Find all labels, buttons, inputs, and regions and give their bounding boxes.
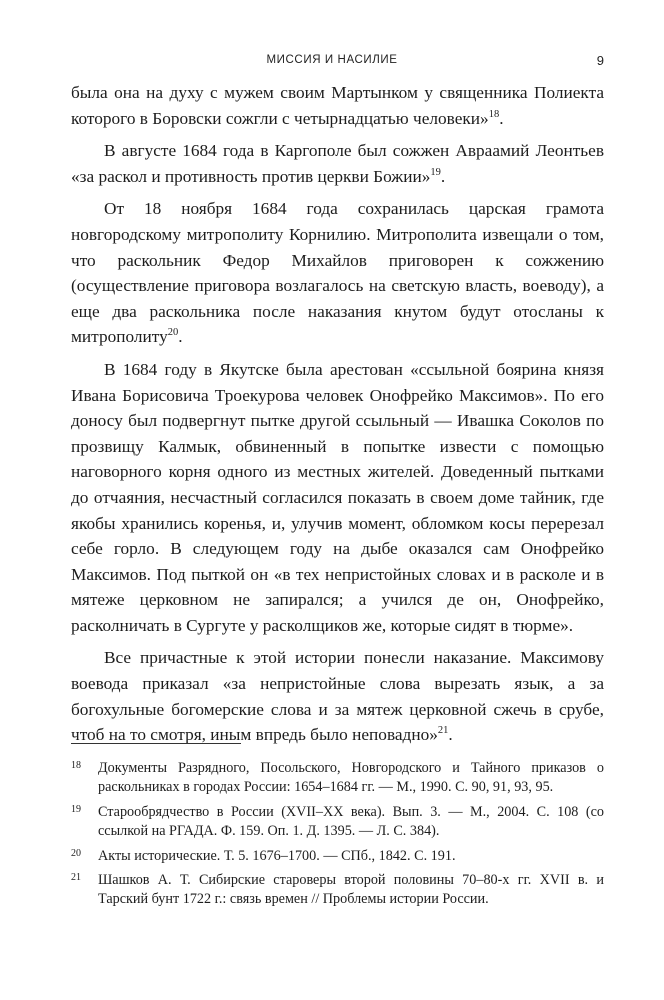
footnotes xyxy=(71,759,604,915)
paragraph-text: Все причастные к этой истории понесли наказание. Максимову воевода приказал «за непристойные слова вырезать язык, а за богохульные богомерские слова и за мятеж церковной сжечь в срубе, чтоб на то смотря, иным впредь было неповадно» xyxy=(71,648,604,745)
paragraph-text: была она на духу с мужем своим Мартынком у священника Полиекта которого в Боровски сожгли с четырнадцатью человеки» xyxy=(71,83,604,128)
paragraph-text: В августе 1684 года в Каргополе был сожжен Авраамий Леонтьев «за раскол и противность против церкви Божии» xyxy=(71,141,604,186)
footnote xyxy=(71,803,604,842)
paragraph xyxy=(71,357,604,639)
paragraph: В августе 1684 года в Каргополе был сожжен Авраамий Леонтьев «за раскол и противность против церкви Божии»$^{19}$. xyxy=(71,141,604,186)
paragraph: была она на духу с мужем своим Мартынком у священника Полиекта которого в Боровски сожгли с четырнадцатью человеки»$^{18}$. xyxy=(71,83,604,128)
footnote-ref: 18 xyxy=(488,108,500,120)
paragraph-text: От 18 ноября 1684 года сохранилась царская грамота новгородскому митрополиту Корнилию. Митрополита извещали о том, что раскольник Федор Михайлов приговорен к сожжению (осуществление приговора возлагалось на светскую власть, воеводу), а еще два раскольника после наказания кнутом будут отосланы к митрополиту xyxy=(71,199,604,347)
footnote-ref: 21 xyxy=(437,725,449,737)
footnote-number: 18 xyxy=(71,760,81,771)
running-title: МИССИЯ И НАСИЛИЕ xyxy=(266,54,398,66)
main-text xyxy=(71,80,604,755)
paragraph: От 18 ноября 1684 года сохранилась царская грамота новгородскому митрополиту Корнилию. Митрополита извещали о том, что раскольник Федор Михайлов приговорен к сожжению (осуществление приговора возлагалось на светскую власть, воеводу), а еще два раскольника после наказания кнутом будут отосланы к митрополиту$^{20}$. xyxy=(71,199,604,347)
footnote xyxy=(71,871,604,910)
page-number: 9 xyxy=(596,53,604,68)
footnote-number: 21 xyxy=(71,872,81,884)
footnote-text: Старообрядчество в России (XVII–XX века). Вып. 3. — М., 2004. С. 108 (со ссылкой на РГАДА. Ф. 159. Оп. 1. Д. 1395. — Л. С. 384). xyxy=(98,803,604,840)
footnote-divider xyxy=(71,743,241,744)
footnote-text: Акты исторические. Т. 5. 1676–1700. — СПб., 1842. С. 191. xyxy=(98,847,456,864)
footnote xyxy=(71,847,604,866)
paragraph-text: В 1684 году в Якутске была арестован «ссыльной боярина князя Ивана Борисовича Троекурова человек Онофрейко Максимов». По его доносу был подвергнут пытке другой ссыльный — Ивашка Соколов по прозвищу Калмык, обвиненный в попытке извести с помощью наговорного корня одного из местных жителей. Доведенный пытками до отчаяния, несчастный согласился показать в своем доме тайник, где якобы хранились коренья, и, улучив момент, обломком косы перерезал себе горло. В следующем году на дыбе оказался сам Онофрейко Максимов. Под пыткой он «в тех непристойных словах и в расколе и в мятеже церковном не запирался; а учился де он, Онофрейко, расколничать в Сургуте у расколщиков же, которые сидят в тюрме». xyxy=(71,359,604,635)
footnote-number: 20 xyxy=(71,847,81,859)
footnote-text: Шашков А. Т. Сибирские староверы второй половины 70–80-х гг. XVII в. и Тарский бунт 1722 г.: связь времен // Проблемы истории России. xyxy=(98,872,604,908)
footnote-ref: 19 xyxy=(430,166,441,178)
footnote-text: Документы Разрядного, Посольского, Новгородского и Тайного приказов о раскольниках в городах России: 1654–1684 гг. — М., 1990. С. 90, 91, 93, 95. xyxy=(98,760,604,796)
running-header xyxy=(60,51,604,73)
footnote-ref: 20 xyxy=(167,327,179,339)
footnote-number: 19 xyxy=(71,803,81,815)
paragraph: Все причастные к этой истории понесли наказание. Максимову воевода приказал «за непристойные слова вырезать язык, а за богохульные богомерские слова и за мятеж церковной сжечь в срубе, чтоб на то смотря, иным впредь было неповадно»$^{21}$. xyxy=(71,648,604,745)
footnote xyxy=(71,759,604,798)
